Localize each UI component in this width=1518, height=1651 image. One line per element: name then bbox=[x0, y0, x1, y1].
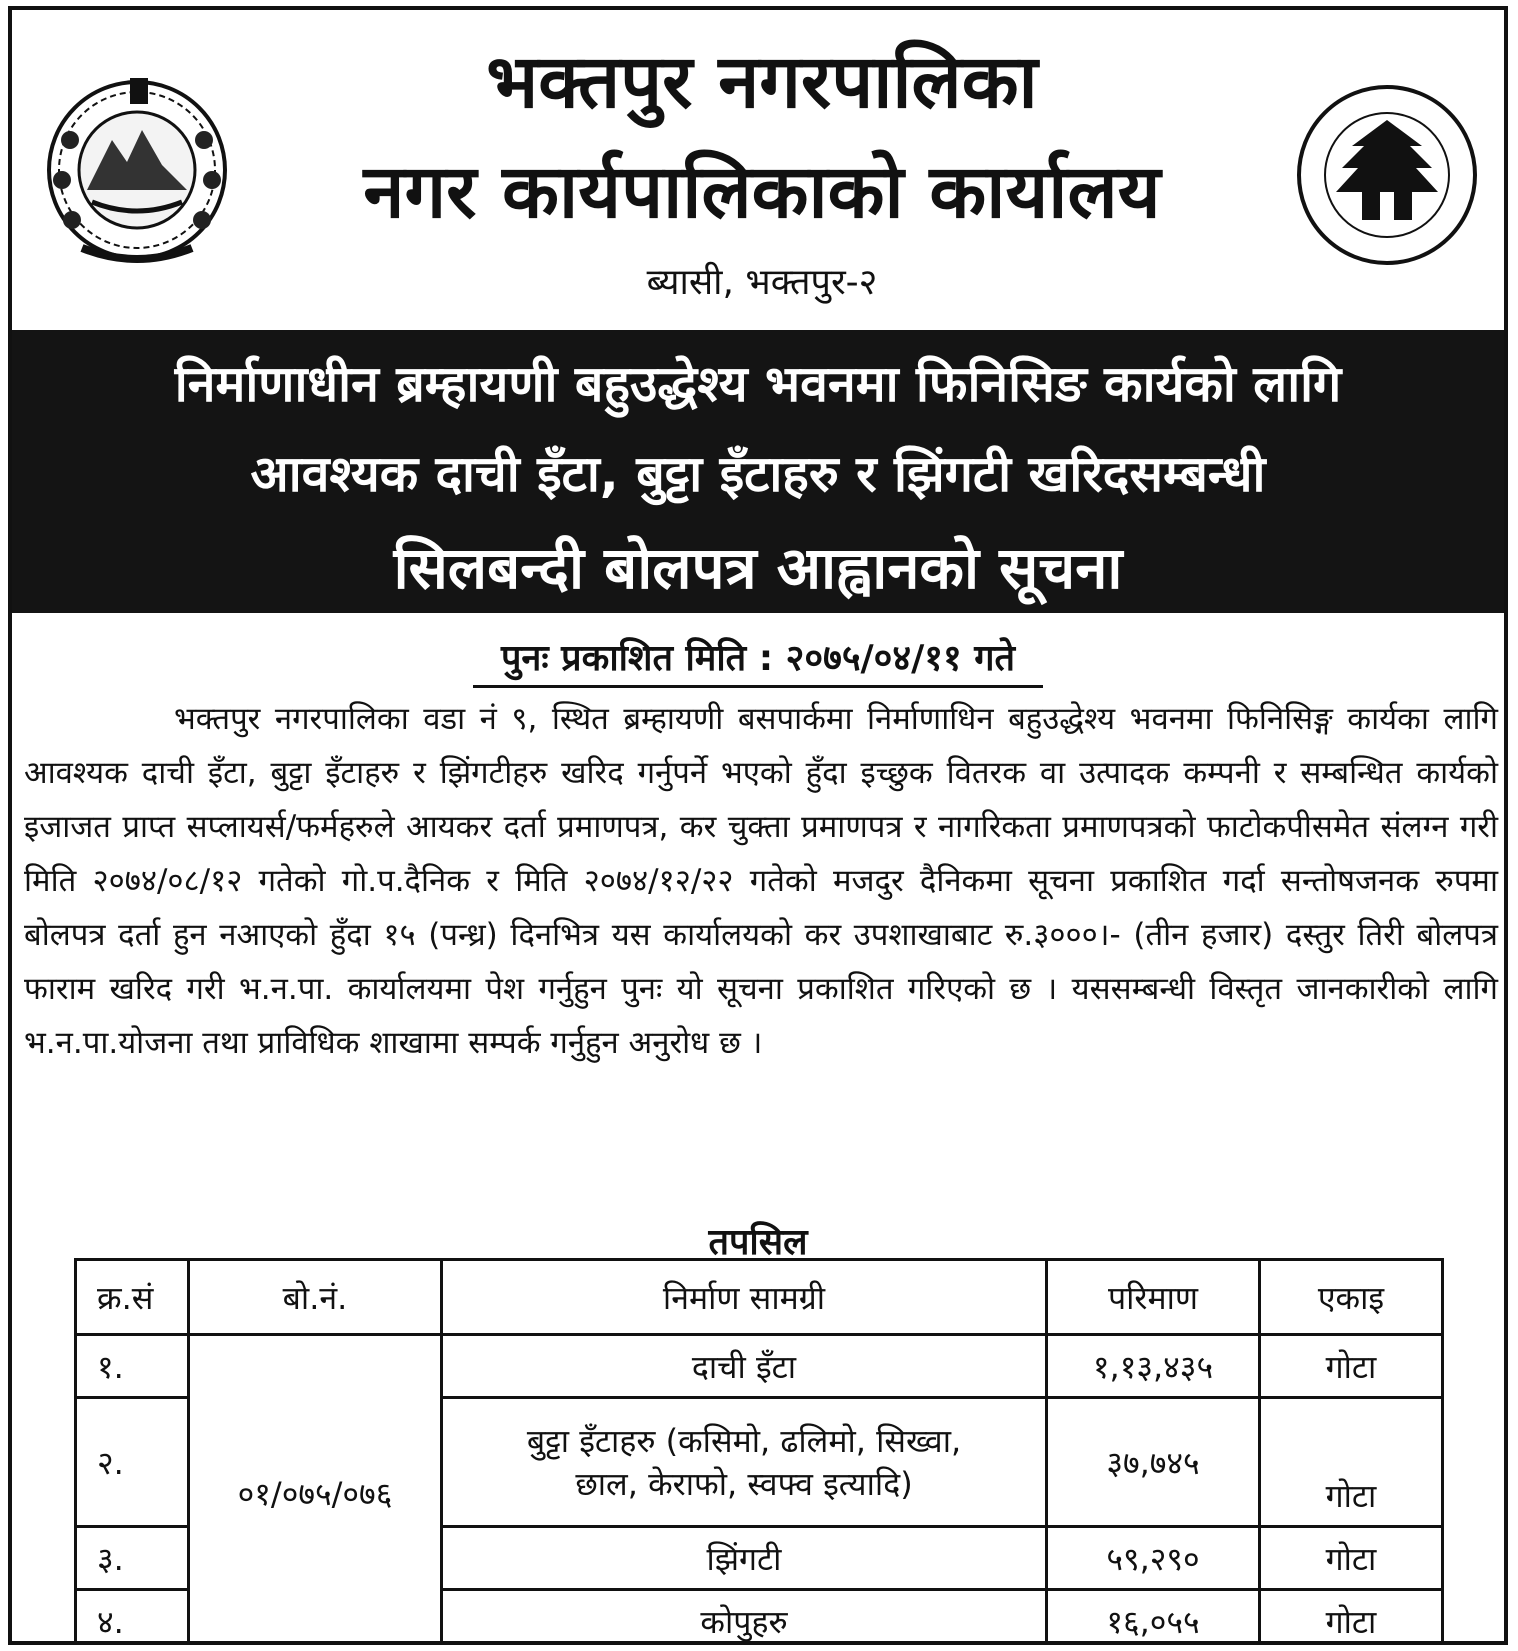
row-material-line-1: बुट्टा इँटाहरु (कसिमो, ढलिमो, सिख्वा, bbox=[526, 1422, 962, 1460]
office-name: नगर कार्यपालिकाको कार्यालय bbox=[363, 149, 1161, 235]
title-line-2: आवश्यक दाची इँटा, बुट्टा इँटाहरु र झिंगटी खरिदसम्बन्धी bbox=[250, 445, 1266, 503]
notice-header bbox=[12, 10, 1504, 330]
row-sn: १. bbox=[76, 1335, 189, 1398]
row-unit: गोटा bbox=[1260, 1398, 1443, 1527]
row-sn: ३. bbox=[76, 1527, 189, 1590]
notice-body bbox=[24, 692, 1498, 1070]
row-material: कोपुहरु bbox=[442, 1590, 1047, 1646]
row-unit: गोटा bbox=[1260, 1527, 1443, 1590]
row-unit: गोटा bbox=[1260, 1590, 1443, 1646]
republish-date: पुनः प्रकाशित मिति : २०७५/०४/११ गते bbox=[473, 632, 1043, 688]
col-unit: एकाइ bbox=[1260, 1260, 1443, 1335]
row-unit: गोटा bbox=[1260, 1335, 1443, 1398]
row-sn: २. bbox=[76, 1398, 189, 1527]
row-material-line-2: छाल, केराफो, स्वफ्व इत्यादि) bbox=[575, 1465, 913, 1503]
bid-number: ०१/०७५/०७६ bbox=[189, 1335, 442, 1646]
col-sn: क्र.सं bbox=[76, 1260, 189, 1335]
title-line-1: निर्माणाधीन ब्रम्हायणी बहुउद्धेश्य भवनमा फिनिसिङ कार्यको लागि bbox=[174, 355, 1342, 413]
col-quantity: परिमाण bbox=[1047, 1260, 1260, 1335]
schedule-table bbox=[74, 1258, 1444, 1645]
table-row bbox=[76, 1335, 1443, 1398]
row-quantity: ५९,२९० bbox=[1047, 1527, 1260, 1590]
row-material bbox=[442, 1398, 1047, 1527]
row-quantity: १,१३,४३५ bbox=[1047, 1335, 1260, 1398]
row-sn: ४. bbox=[76, 1590, 189, 1646]
nepal-emblem-icon bbox=[42, 70, 232, 270]
municipality-logo-icon bbox=[1292, 80, 1482, 270]
col-bid-no: बो.नं. bbox=[189, 1260, 442, 1335]
row-quantity: ३७,७४५ bbox=[1047, 1398, 1260, 1527]
notice-body-paragraph: भक्तपुर नगरपालिका वडा नं ९, स्थित ब्रम्हायणी बसपार्कमा निर्माणाधिन बहुउद्धेश्य भवनमा फिनिसिङ्ग कार्यका लागि आवश्यक दाची इँटा, बुट्टा इँटाहरु र झिंगटीहरु खरिद गर्नुपर्ने भएको हुँदा इच्छुक वितरक वा उत्पादक कम्पनी र सम्बन्धित कार्यको इजाजत प्राप्त सप्लायर्स/फर्महरुले आयकर दर्ता प्रमाणपत्र, कर चुक्ता प्रमाणपत्र र नागरिकता प्रमाणपत्रको फाटोकपीसमेत संलग्न गरी मिति २०७४/०८/१२ गतेको गो.प.दैनिक र मिति २०७४/१२/२२ गतेको मजदुर दैनिकमा सूचना प्रकाशित गर्दा सन्तोषजनक रुपमा बोलपत्र दर्ता हुन नआएको हुँदा १५ (पन्ध्र) दिनभित्र यस कार्यालयको कर उपशाखाबाट रु.३०००।- (तीन हजार) दस्तुर तिरी बोलपत्र फाराम खरिद गरी भ.न.पा. कार्यालयमा पेश गर्नुहुन पुनः यो सूचना प्रकाशित गरिएको छ । यससम्बन्धी विस्तृत जानकारीको लागि भ.न.पा.योजना तथा प्राविधिक शाखामा सम्पर्क गर्नुहुन अनुरोध छ । bbox=[24, 701, 1498, 1061]
republish-date-row bbox=[12, 632, 1504, 688]
org-name: भक्तपुर नगरपालिका bbox=[486, 39, 1038, 125]
schedule-table-wrap bbox=[74, 1258, 1444, 1645]
row-quantity: १६,०५५ bbox=[1047, 1590, 1260, 1646]
notice-frame bbox=[8, 6, 1508, 1645]
row-material: दाची इँटा bbox=[442, 1335, 1047, 1398]
row-material: झिंगटी bbox=[442, 1527, 1047, 1590]
col-material: निर्माण सामग्री bbox=[442, 1260, 1047, 1335]
notice-title-banner bbox=[12, 330, 1504, 613]
schedule-title: तपसिल bbox=[708, 1222, 808, 1263]
table-header-row bbox=[76, 1260, 1443, 1335]
office-address: ब्यासी, भक्तपुर-२ bbox=[646, 262, 878, 303]
title-line-3: सिलबन्दी बोलपत्र आह्वानको सूचना bbox=[393, 534, 1123, 602]
